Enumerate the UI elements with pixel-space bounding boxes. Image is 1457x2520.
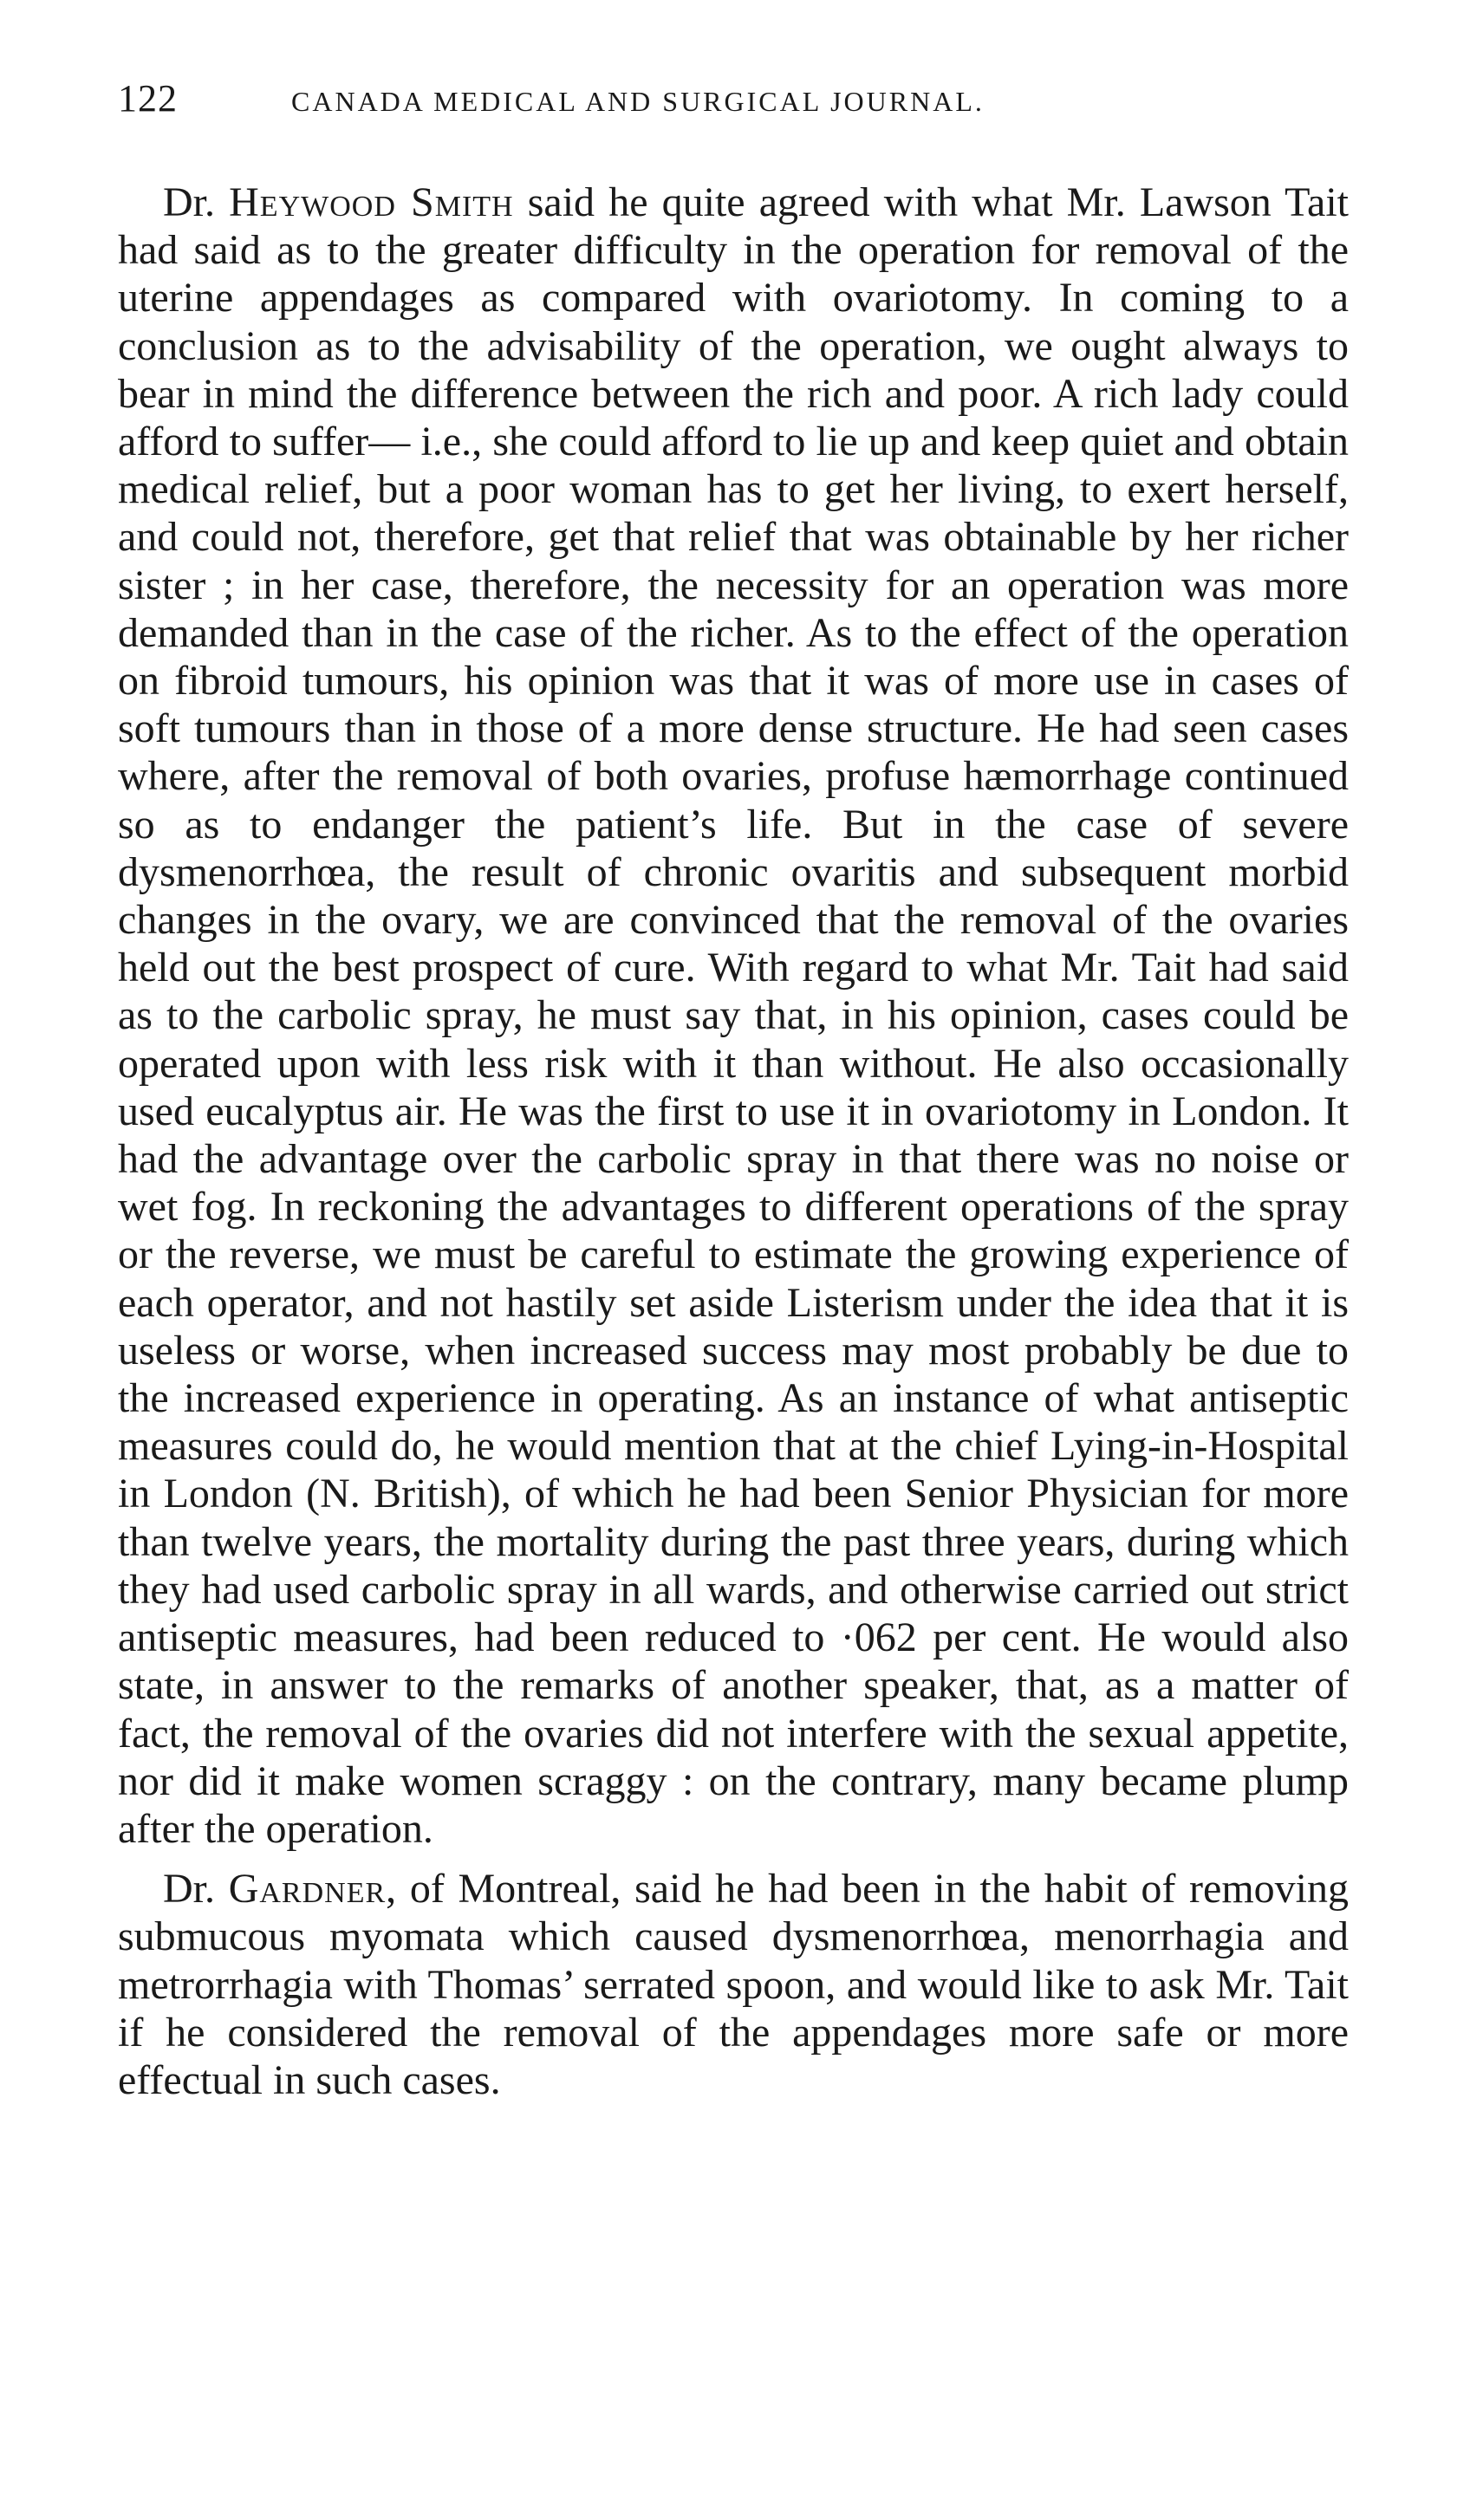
paragraph-heywood-smith	[118, 179, 1349, 1853]
journal-page	[118, 76, 1349, 2104]
journal-title: CANADA MEDICAL AND SURGICAL JOURNAL.	[291, 86, 985, 117]
speaker-name: Gardner	[228, 1866, 387, 1913]
paragraph-gardner	[118, 1865, 1349, 2104]
speaker-name: Heywood Smith	[229, 179, 514, 225]
speaker-honorific: Dr.	[163, 1866, 215, 1913]
page-number: 122	[118, 77, 178, 120]
paragraph-text: said he quite agreed with what Mr. Lawson Tait had said as to the greater difficulty in the operation for removal of the uterine appendages as compared with ovariotomy. In coming to a conclusion as to the advisability of the operation, we ought always to bear in mind the difference between the rich and poor. A rich lady could afford to suffer— i.e., she could afford to lie up and keep quiet and obtain medical relief, but a poor woman has to get her living, to exert herself, and could not, therefore, get that relief that was obtainable by her richer sister ; in her case, therefore, the necessity for an operation was more demanded than in the case of the richer. As to the effect of the operation on fibroid tumours, his opinion was that it was of more use in cases of soft tumours than in those of a more dense structure. He had seen cases where, after the removal of both ovaries, profuse hæmorrhage continued so as to endanger the patient’s life. But in the case of severe dysmenorrhœa, the result of chronic ovaritis and subsequent morbid changes in the ovary, we are convinced that the removal of the ovaries held out the best prospect of cure. With regard to what Mr. Tait had said as to the carbolic spray, he must say that, in his opinion, cases could be operated upon with less risk with it than without. He also occasionally used eucalyptus air. He was the first to use it in ovariotomy in London. It had the advantage over the carbolic spray in that there was no noise or wet fog. In reckoning the advantages to different operations of the spray or the reverse, we must be careful to estimate the growing experience of each operator, and not hastily set aside Listerism under the idea that it is useless or worse, when increased success may most probably be due to the increased experience in operating. As an instance of what antiseptic measures could do, he would mention that at the chief Lying-in-Hospital in London (N. British), of which he had been Senior Physician for more than twelve years, the mortality during the past three years, during which they had used carbolic spray in all wards, and otherwise carried out strict antiseptic measures, had been reduced to ·062 per cent. He would also state, in answer to the remarks of another speaker, that, as a matter of fact, the removal of the ovaries did not interfere with the sexual appetite, nor did it make women scraggy : on the contrary, many became plump after the operation.	[118, 179, 1350, 1852]
article-body	[118, 179, 1349, 2104]
speaker-honorific: Dr.	[163, 179, 215, 225]
paragraph-text: , of Montreal, said he had been in the habit of removing submucous myomata which caused dysmenorrhœa, menorrhagia and metrorrhagia with Thomas’ serrated spoon, and would like to ask Mr. Tait if he considered the removal of the appendages more safe or more effectual in such cases.	[118, 1866, 1349, 2103]
running-head	[118, 76, 1349, 137]
